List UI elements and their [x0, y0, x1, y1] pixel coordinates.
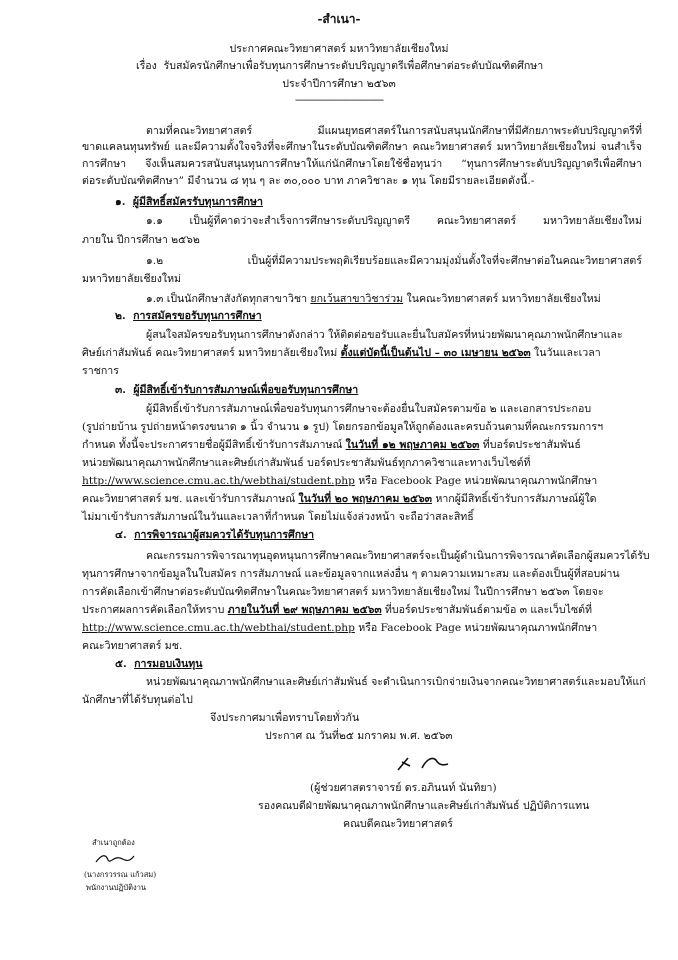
- divider: -------------------------------------: [294, 95, 384, 106]
- student-webpage-link-2[interactable]: http://www.science.cmu.ac.th/webthai/student.php: [82, 622, 355, 634]
- section-1-item-3-text-b: ในคณะวิทยาศาสตร์ มหาวิทยาลัยเชียงใหม่: [403, 293, 601, 305]
- section-3-title: ผู้มีสิทธิ์เข้ารับการสัมภาษณ์เพื่อขอรับทุนการศึกษา: [133, 384, 359, 396]
- section-4-title: การพิจารณาผู้สมควรได้รับทุนการศึกษา: [134, 529, 315, 541]
- certifier-signature-mark: [94, 850, 138, 868]
- section-4-heading: [115, 528, 314, 542]
- section-3-number: ๓.: [115, 384, 126, 396]
- scholarship-amount: มีจำนวน ๘ ทุน ๆ ละ ๓๐,๐๐๐ บาท ภาควิชาละ ๑ ทุน โดยมีรายละเอียดดังนี้.-: [183, 175, 535, 187]
- section-4-line-2: ทุนการศึกษาจากข้อมูลในใบสมัคร การสัมภาษณ์ และข้อมูลจากแหล่งอื่น ๆ ตามความเหมาะสม และต้องเป็นผู้ที่สอบผ่าน: [82, 568, 620, 580]
- section-5-heading: [115, 657, 203, 671]
- signer-position-1: รองคณบดีฝ่ายพัฒนาคุณภาพนักศึกษาและศิษย์เก่าสัมพันธ์ ปฏิบัติการแทน: [258, 800, 590, 812]
- section-3-line-2: (รูปถ่ายบ้าน รูปถ่ายหน้าตรงขนาด ๑ นิ้ว จำนวน ๑ รูป) โดยกรอกข้อมูลให้ถูกต้องและครบถ้วนตามที่คณะกรรมการฯ: [82, 421, 604, 433]
- section-5-line-1: หน่วยพัฒนาคุณภาพนักศึกษาและศิษย์เก่าสัมพันธ์ จะดำเนินการเบิกจ่ายเงินจากคณะวิทยาศาสตร์และมอบให้แก่: [146, 676, 646, 688]
- section-2-title: การสมัครขอรับทุนการศึกษา: [133, 310, 262, 322]
- section-5-title: การมอบเงินทุน: [134, 658, 203, 670]
- section-1-item-3-exception: ยกเว้นสาขาวิชาร่วม: [310, 293, 404, 305]
- section-3-line-4: หน่วยพัฒนาคุณภาพนักศึกษาและศิษย์เก่าสัมพันธ์ บอร์ดประชาสัมพันธ์ทุกภาควิชาและทางเว็บไซต์ที่: [82, 457, 531, 469]
- section-1-item-3: [146, 292, 601, 306]
- announcement-heading: ประกาศคณะวิทยาศาสตร์ มหาวิทยาลัยเชียงใหม่: [229, 43, 449, 55]
- interview-date: ในวันที่ ๒๐ พฤษภาคม ๒๕๖๓: [298, 493, 432, 505]
- section-4-line-1: คณะกรรมการพิจารณาทุนอุดหนุนการศึกษาคณะวิทยาศาสตร์จะเป็นผู้ดำเนินการพิจารณาคัดเลือกผู้สมควรได้รับ: [146, 550, 650, 562]
- section-3-heading: [115, 383, 358, 397]
- section-3-line-3: [82, 438, 581, 452]
- section-3-line-1: ผู้มีสิทธิ์เข้ารับการสัมภาษณ์เพื่อขอรับทุนการศึกษาจะต้องยื่นใบสมัครตามข้อ ๒ และเอกสารประกอบ: [146, 403, 592, 415]
- section-5-number: ๕.: [115, 658, 127, 670]
- academic-year-line: ประจำปีการศึกษา ๒๕๖๓: [282, 78, 396, 90]
- section-3-line-5-tail: หรือ Facebook Page หน่วยพัฒนาคุณภาพนักศึกษา: [354, 475, 598, 487]
- section-5-line-2: นักศึกษาที่ได้รับทุนต่อไป: [82, 694, 193, 706]
- intro-line-3: การศึกษา จึงเห็นสมควรสนับสนุนทุนการศึกษาให้แก่นักศึกษาโดยใช้ชื่อทุนว่า “ทุนการศึกษาระดับปริญญาตรีเพื่อศึกษา: [82, 158, 642, 170]
- intro-line-4: [82, 174, 534, 188]
- announcement-date: ประกาศ ณ วันที่๒๕ มกราคม พ.ศ. ๒๕๖๓: [265, 730, 453, 742]
- section-2-line-2: [82, 346, 601, 360]
- section-3-line-7: ไม่มาเข้ารับการสัมภาษณ์ในวันและเวลาที่กำหนด โดยไม่แจ้งล่วงหน้า จะถือว่าสละสิทธิ์: [82, 511, 474, 523]
- section-4-line-5-tail: หรือ Facebook Page หน่วยพัฒนาคุณภาพนักศึกษา: [354, 622, 598, 634]
- section-4-line-4-text: ประกาศผลการคัดเลือกให้ทราบ: [82, 604, 228, 616]
- section-4-number: ๔.: [115, 529, 127, 541]
- section-1-item-1-line-2: ภายใน ปีการศึกษา ๒๕๖๒: [82, 234, 200, 246]
- intro-line-2: ขาดแคลนทุนทรัพย์ และมีความตั้งใจจริงที่จะศึกษาในระดับบัณฑิตศึกษา คณะวิทยาศาสตร์ มหาวิทยาลัยเชียงใหม่ จนสำเร็จ: [82, 141, 642, 153]
- scholarship-name-end: ต่อระดับบัณฑิตศึกษา”: [82, 175, 184, 187]
- section-4-line-4: [82, 603, 592, 617]
- section-2-line-2-tail: ในวันและเวลา: [530, 347, 601, 359]
- section-1-item-2-line-1: ๑.๒ เป็นผู้ที่มีความประพฤติเรียบร้อยและมีความมุ่งมั่นตั้งใจที่จะศึกษาต่อในคณะวิทยาศาสตร์: [146, 255, 642, 267]
- section-3-line-5: [82, 474, 597, 488]
- section-3-line-6: [82, 492, 597, 506]
- section-3-line-6-tail: หากผู้มีสิทธิ์เข้ารับการสัมภาษณ์ผู้ใด: [431, 493, 597, 505]
- signature-mark: [392, 752, 452, 774]
- section-3-line-6-text: คณะวิทยาศาสตร์ มช. และเข้ารับการสัมภาษณ์: [82, 493, 299, 505]
- subject-line: [136, 59, 543, 73]
- signer-position-2: คณบดีคณะวิทยาศาสตร์: [343, 818, 453, 830]
- section-2-line-3: ราชการ: [82, 365, 119, 377]
- result-announcement-date: ภายในวันที่ ๒๙ พฤษภาคม ๒๕๖๓: [227, 604, 382, 616]
- certifier-name: (นางกรวรรณ แก้วสม): [84, 870, 157, 879]
- section-3-line-3-text: กำหนด ทั้งนี้จะประกาศรายชื่อผู้มีสิทธิ์เข้ารับการสัมภาษณ์: [82, 439, 346, 451]
- section-2-line-2-text: ศิษย์เก่าสัมพันธ์ คณะวิทยาศาสตร์ มหาวิทยาลัยเชียงใหม่: [82, 347, 341, 359]
- section-4-line-4-tail: ที่บอร์ดประชาสัมพันธ์ตามข้อ ๓ และเว็บไซต์ที่: [381, 604, 593, 616]
- section-4-line-6: คณะวิทยาศาสตร์ มช.: [82, 640, 183, 652]
- announce-line: จึงประกาศมาเพื่อทราบโดยทั่วกัน: [210, 712, 360, 724]
- student-webpage-link[interactable]: http://www.science.cmu.ac.th/webthai/student.php: [82, 475, 355, 487]
- section-4-line-5: [82, 621, 597, 635]
- section-1-title: ผู้มีสิทธิ์สมัครรับทุนการศึกษา: [132, 196, 263, 208]
- section-1-number: ๑.: [115, 196, 126, 208]
- certifier-position: พนักงานปฏิบัติงาน: [86, 883, 147, 892]
- section-2-line-1: ผู้สนใจสมัครขอรับทุนการศึกษาดังกล่าว ให้ติดต่อขอรับและยื่นใบสมัครที่หน่วยพัฒนาคุณภาพนักศึกษาและ: [146, 329, 623, 341]
- section-1-item-2-line-2: มหาวิทยาลัยเชียงใหม่: [82, 273, 182, 285]
- section-2-number: ๒.: [115, 310, 126, 322]
- certified-copy-label: สำเนาถูกต้อง: [92, 838, 135, 847]
- signer-name: (ผู้ช่วยศาสตราจารย์ ดร.อภินนท์ นันทิยา): [310, 782, 497, 794]
- subject-label: เรื่อง: [136, 60, 157, 72]
- interview-list-date: ในวันที่ ๑๒ พฤษภาคม ๒๕๖๓: [345, 439, 480, 451]
- application-deadline: ตั้งแต่บัดนี้เป็นต้นไป – ๓๐ เมษายน ๒๕๖๓: [340, 347, 531, 359]
- subject-text: รับสมัครนักศึกษาเพื่อรับทุนการศึกษาระดับปริญญาตรีเพื่อศึกษาต่อระดับบัณฑิตศึกษา: [163, 60, 544, 72]
- section-1-item-3-text-a: ๑.๓ เป็นนักศึกษาสังกัดทุกสาขาวิชา: [146, 293, 311, 305]
- section-1-item-1-line-1: ๑.๑ เป็นผู้ที่คาดว่าจะสำเร็จการศึกษาระดับปริญญาตรี คณะวิทยาศาสตร์ มหาวิทยาลัยเชียงใหม่: [146, 215, 642, 227]
- intro-line-1: ตามที่คณะวิทยาศาสตร์ มีแผนยุทธศาสตร์ในการสนับสนุนนักศึกษาที่มีศักยภาพระดับปริญญาตรีที่: [146, 125, 642, 137]
- section-3-line-3-tail: ที่บอร์ดประชาสัมพันธ์: [479, 439, 581, 451]
- section-2-heading: [115, 309, 262, 323]
- section-1-heading: [115, 195, 263, 209]
- copy-mark: -สำเนา-: [317, 12, 361, 26]
- section-4-line-3: การคัดเลือกเข้าศึกษาต่อระดับบัณฑิตศึกษาในคณะวิทยาศาสตร์ มหาวิทยาลัยเชียงใหม่ ในปีการศึกษา ๒๕๖๓ โดยจะ: [82, 586, 604, 598]
